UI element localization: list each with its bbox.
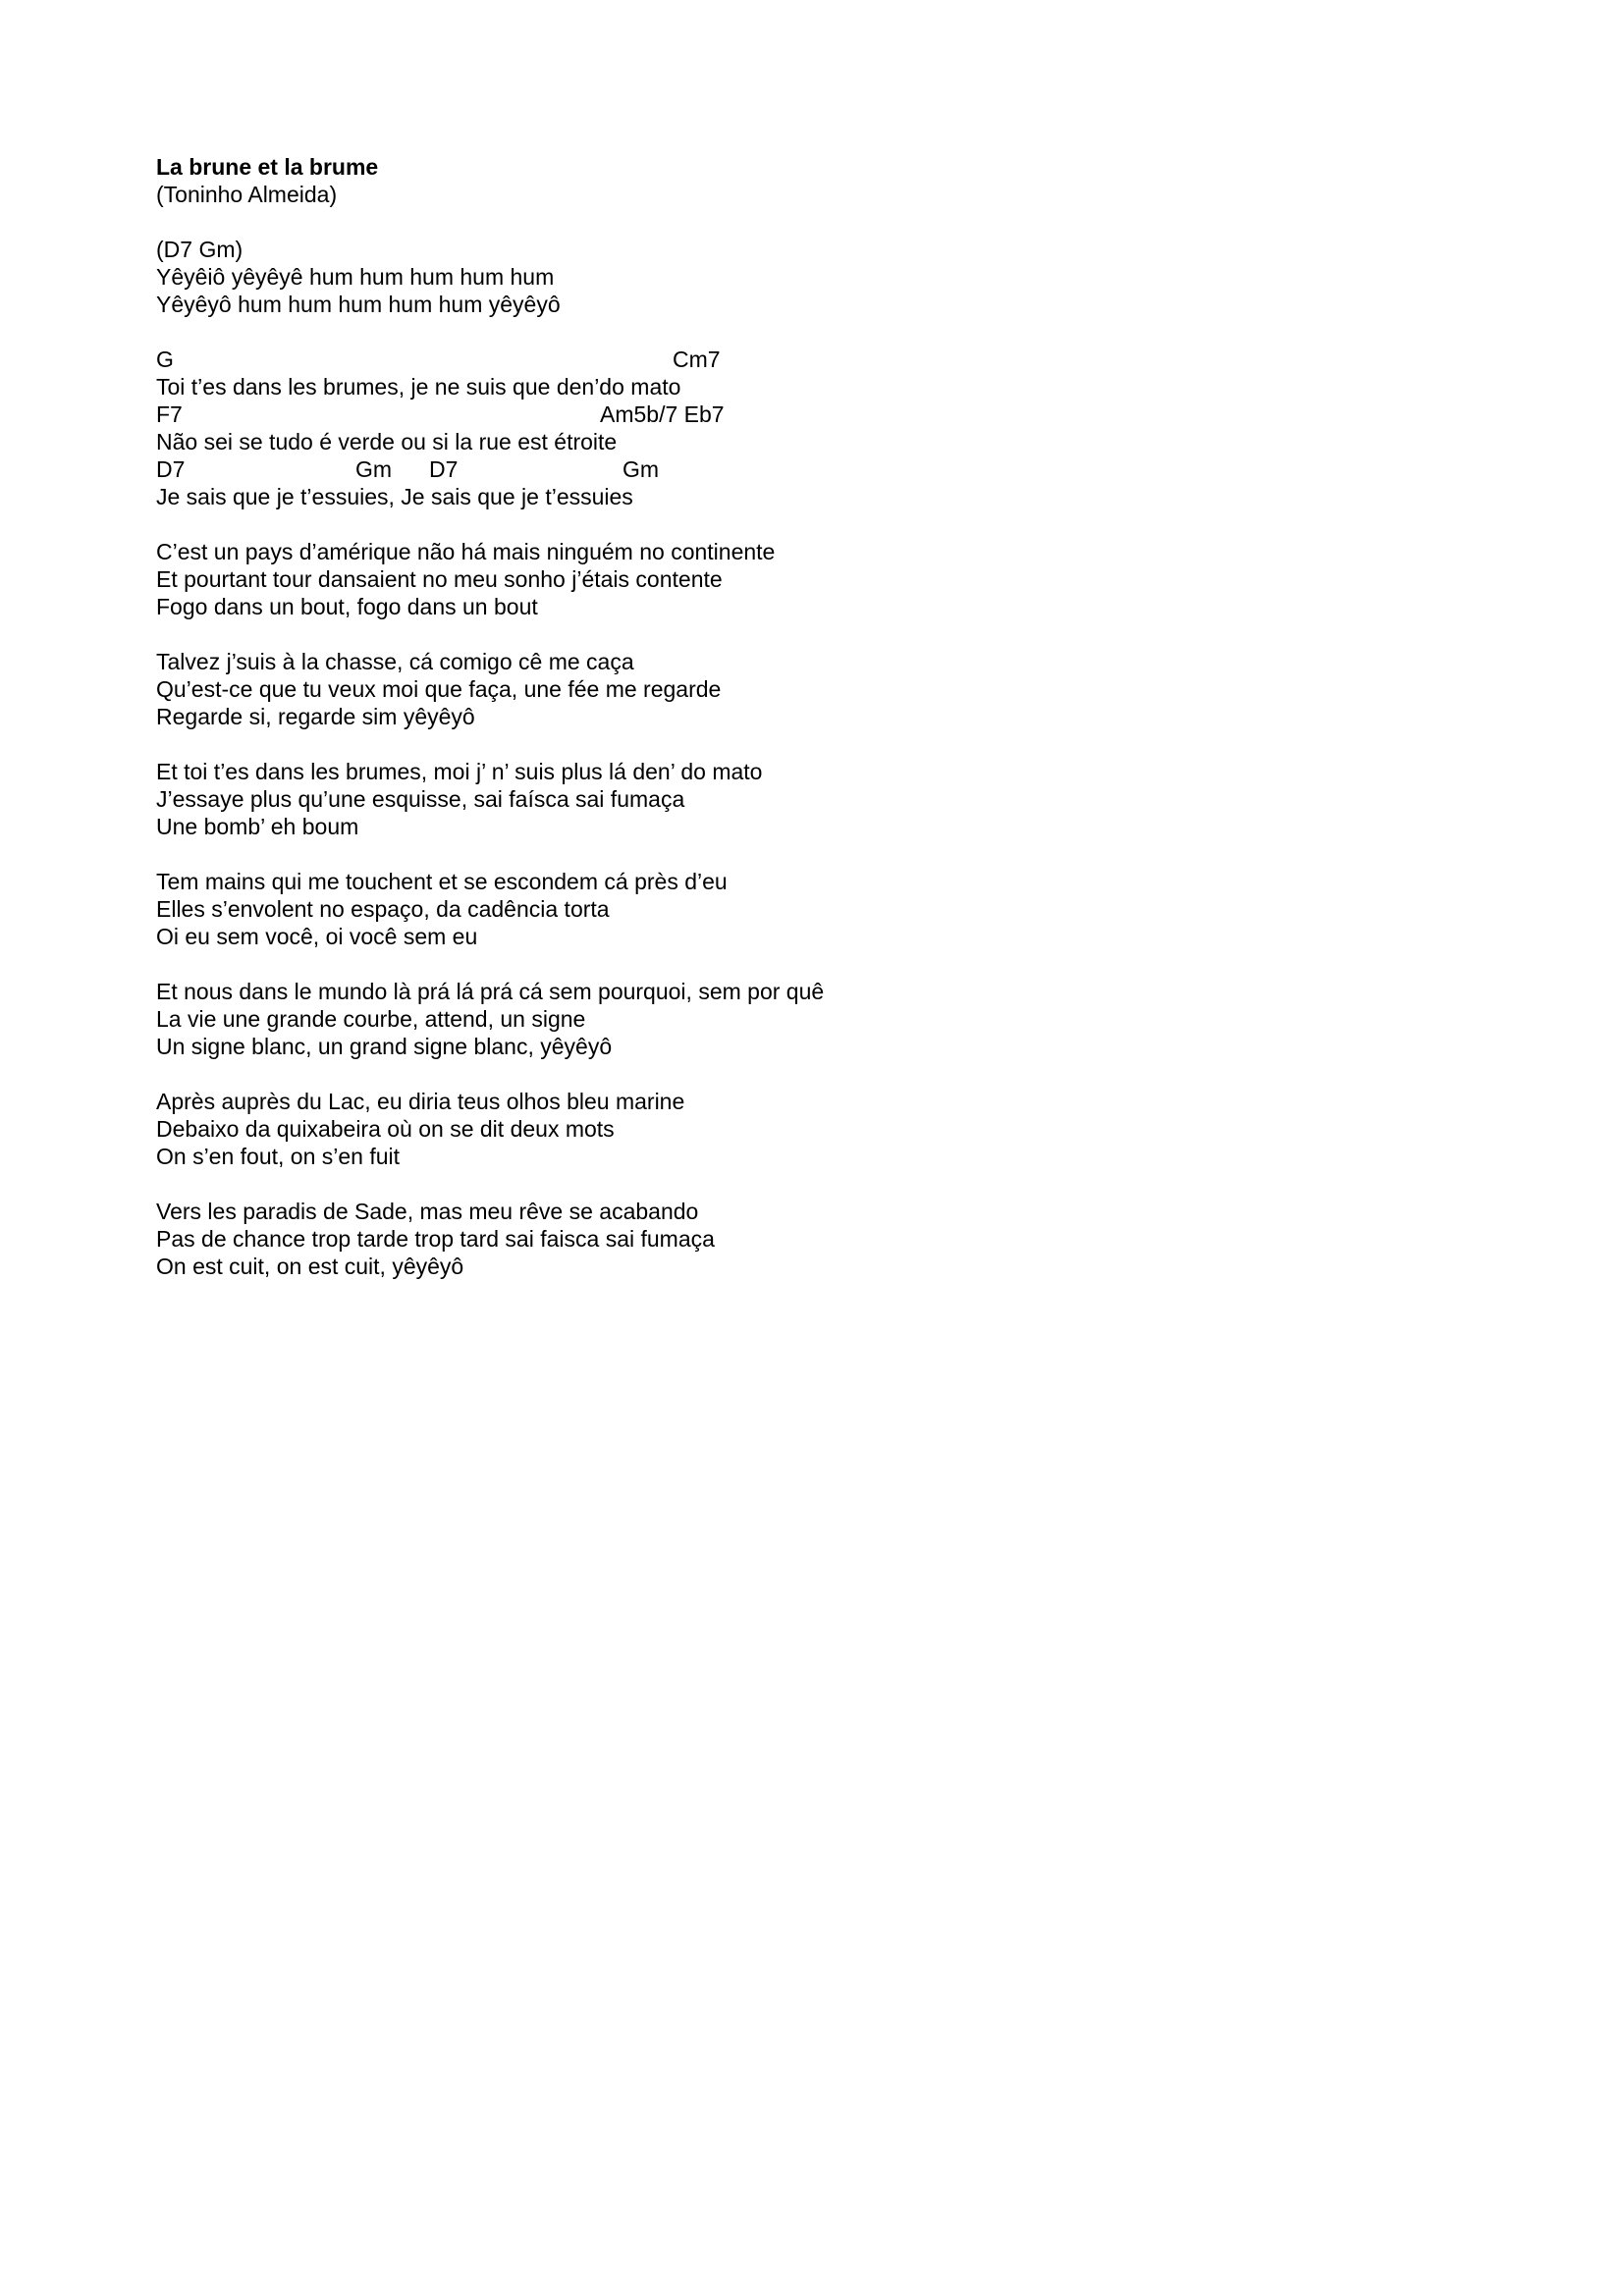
lyric-line: Et toi t’es dans les brumes, moi j’ n’ suis plus lá den’ do mato (156, 759, 763, 784)
stanza (156, 538, 1433, 620)
spacer (156, 840, 1433, 868)
spacer (156, 730, 1433, 758)
song-author: (Toninho Almeida) (156, 182, 338, 207)
lyric-line: Vers les paradis de Sade, mas meu rêve se acabando (156, 1199, 699, 1224)
chord: D7 (429, 456, 459, 482)
lyric-line: Tem mains qui me touchent et se escondem cá près d’eu (156, 869, 728, 894)
lyric-line: La vie une grande courbe, attend, un signe (156, 1006, 586, 1032)
lyric-line: Regarde si, regarde sim yêyêyô (156, 704, 475, 729)
chord: Cm7 (673, 347, 721, 372)
chord-row (156, 400, 1433, 428)
spacer (156, 620, 1433, 648)
spacer (156, 208, 1433, 236)
lyric-line: Qu’est-ce que tu veux moi que faça, une fée me regarde (156, 676, 722, 702)
lyric-line: Não sei se tudo é verde ou si la rue est étroite (156, 429, 618, 454)
lyric-line: Je sais que je t’essuies, Je sais que je t’essuies (156, 484, 633, 509)
lyric-line: Yêyêiô yêyêyê hum hum hum hum hum (156, 264, 555, 290)
lyric-line: C’est un pays d’amérique não há mais ninguém no continente (156, 539, 776, 564)
lyric-line: On est cuit, on est cuit, yêyêyô (156, 1254, 464, 1279)
lyric-line: Un signe blanc, un grand signe blanc, yêyêyô (156, 1034, 613, 1059)
lyric-line: Après auprès du Lac, eu diria teus olhos bleu marine (156, 1089, 685, 1114)
stanza (156, 1198, 1433, 1280)
spacer (156, 318, 1433, 346)
chord: D7 (156, 456, 186, 482)
stanza (156, 758, 1433, 840)
spacer (156, 1170, 1433, 1198)
lyric-line: Fogo dans un bout, fogo dans un bout (156, 594, 538, 619)
chord-row (156, 346, 1433, 373)
song-title: La brune et la brume (156, 154, 379, 180)
lyric-line: J’essaye plus qu’une esquisse, sai faísca sai fumaça (156, 786, 685, 812)
lyric-line: Elles s’envolent no espaço, da cadência torta (156, 896, 610, 922)
spacer (156, 950, 1433, 978)
lyric-line: Une bomb’ eh boum (156, 814, 359, 839)
song-sheet (156, 153, 1433, 1280)
lyric-line: On s’en fout, on s’en fuit (156, 1144, 401, 1169)
stanza (156, 648, 1433, 730)
chord: G (156, 347, 174, 372)
chord: Gm (355, 456, 393, 482)
lyric-line: Yêyêyô hum hum hum hum hum yêyêyô (156, 292, 561, 317)
stanza (156, 1088, 1433, 1170)
lyric-line: Et nous dans le mundo là prá lá prá cá sem pourquoi, sem por quê (156, 979, 825, 1004)
intro-chords: (D7 Gm) (156, 237, 244, 262)
lyric-line: Oi eu sem você, oi você sem eu (156, 924, 478, 949)
lyric-line: Talvez j’suis à la chasse, cá comigo cê me caça (156, 649, 634, 674)
chord-row (156, 455, 1433, 483)
chord: Am5b/7 Eb7 (600, 401, 725, 427)
chord: Gm (623, 456, 660, 482)
spacer (156, 510, 1433, 538)
lyric-line: Debaixo da quixabeira où on se dit deux mots (156, 1116, 615, 1142)
chord: F7 (156, 401, 183, 427)
lyric-line: Pas de chance trop tarde trop tard sai faisca sai fumaça (156, 1226, 715, 1252)
stanza (156, 868, 1433, 950)
lyric-line: Et pourtant tour dansaient no meu sonho j’étais contente (156, 566, 723, 592)
stanza (156, 978, 1433, 1060)
lyric-line: Toi t’es dans les brumes, je ne suis que den’do mato (156, 374, 681, 400)
spacer (156, 1060, 1433, 1088)
